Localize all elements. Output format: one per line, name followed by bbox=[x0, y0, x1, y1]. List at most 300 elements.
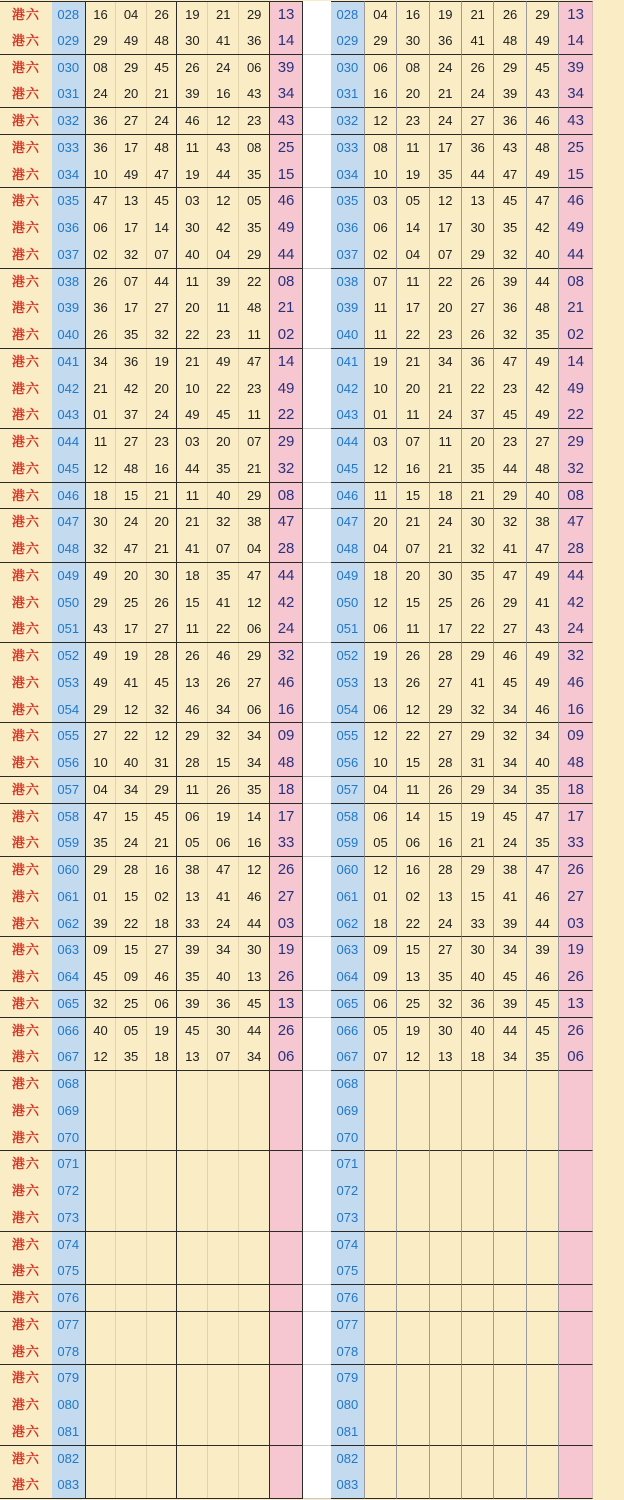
sorted-number: 35 bbox=[526, 322, 558, 349]
sorted-number: 12 bbox=[364, 723, 396, 750]
sorted-number: 15 bbox=[396, 590, 428, 617]
sorted-number: 21 bbox=[396, 509, 428, 536]
special-number-sorted: 22 bbox=[558, 402, 593, 429]
period-cell: 077 bbox=[52, 1312, 85, 1339]
drawn-number bbox=[238, 1098, 269, 1125]
row-label: 港六 bbox=[0, 777, 52, 804]
drawn-group-2 bbox=[176, 1392, 269, 1419]
sorted-number: 23 bbox=[493, 376, 525, 403]
right-margin bbox=[593, 215, 624, 242]
drawn-group-2 bbox=[176, 81, 269, 108]
drawn-number: 09 bbox=[93, 942, 108, 958]
drawn-number bbox=[115, 1071, 146, 1098]
drawn-group-2 bbox=[176, 777, 269, 804]
period-cell: 075 bbox=[52, 1258, 85, 1285]
drawn-group-2 bbox=[176, 269, 269, 296]
sorted-number: 39 bbox=[493, 81, 525, 108]
drawn-number bbox=[86, 1071, 116, 1098]
draw-row bbox=[0, 563, 624, 590]
draw-row bbox=[0, 81, 624, 108]
drawn-number: 28 bbox=[185, 755, 200, 770]
drawn-number bbox=[146, 1339, 177, 1365]
drawn-number: 17 bbox=[115, 616, 146, 642]
special-number: 48 bbox=[269, 750, 303, 777]
sorted-number bbox=[493, 1178, 525, 1205]
drawn-number: 22 bbox=[115, 911, 146, 937]
sorted-number bbox=[364, 1285, 396, 1312]
drawn-group-2 bbox=[176, 1365, 269, 1392]
sorted-number: 49 bbox=[526, 28, 558, 55]
drawn-group-1 bbox=[85, 1071, 177, 1098]
drawn-group-2 bbox=[176, 429, 269, 456]
row-label: 港六 bbox=[0, 28, 52, 55]
sorted-number bbox=[493, 1125, 525, 1152]
period-cell: 033 bbox=[52, 135, 85, 162]
drawn-number: 45 bbox=[146, 55, 177, 82]
draw-row bbox=[0, 242, 624, 269]
special-number bbox=[269, 1472, 303, 1499]
special-number-sorted: 13 bbox=[558, 991, 593, 1018]
sorted-number: 45 bbox=[526, 55, 558, 82]
drawn-number bbox=[207, 1312, 238, 1339]
right-margin bbox=[593, 1151, 624, 1178]
drawn-number: 25 bbox=[115, 991, 146, 1017]
sorted-number bbox=[493, 1285, 525, 1312]
table-gap bbox=[303, 563, 331, 590]
draw-row bbox=[0, 777, 624, 804]
sorted-number: 22 bbox=[429, 269, 461, 296]
right-margin bbox=[593, 349, 624, 376]
sorted-number: 21 bbox=[461, 483, 493, 510]
sorted-number bbox=[493, 1232, 525, 1259]
drawn-number bbox=[115, 1365, 146, 1392]
drawn-number: 13 bbox=[238, 964, 269, 990]
sorted-number: 11 bbox=[429, 429, 461, 456]
drawn-number bbox=[146, 1312, 177, 1339]
row-label: 港六 bbox=[11, 862, 40, 877]
draw-row bbox=[0, 911, 624, 938]
drawn-number: 09 bbox=[115, 964, 146, 990]
special-number-sorted: 17 bbox=[558, 804, 593, 831]
sorted-number: 10 bbox=[364, 750, 396, 777]
draw-row bbox=[0, 643, 624, 670]
right-margin bbox=[593, 376, 624, 403]
period-cell: 051 bbox=[52, 616, 85, 643]
drawn-number bbox=[207, 1419, 238, 1445]
sorted-number: 45 bbox=[493, 402, 525, 429]
sorted-number bbox=[526, 1365, 558, 1392]
drawn-group-2 bbox=[176, 1419, 269, 1446]
special-number-sorted: 15 bbox=[558, 162, 593, 189]
table-gap bbox=[303, 1285, 331, 1312]
drawn-number bbox=[86, 1472, 116, 1498]
drawn-group-2 bbox=[176, 1098, 269, 1125]
drawn-number bbox=[115, 1392, 146, 1419]
special-number bbox=[269, 1125, 303, 1152]
sorted-number: 48 bbox=[526, 456, 558, 483]
sorted-number: 46 bbox=[526, 964, 558, 991]
period-cell-sorted: 050 bbox=[331, 590, 364, 617]
right-margin bbox=[593, 991, 624, 1018]
table-gap bbox=[303, 1044, 331, 1071]
drawn-number bbox=[238, 1205, 269, 1231]
sorted-number: 48 bbox=[526, 295, 558, 322]
special-number-sorted: 32 bbox=[558, 643, 593, 670]
drawn-number: 41 bbox=[207, 884, 238, 911]
drawn-number: 12 bbox=[93, 1049, 108, 1065]
sorted-number bbox=[429, 1178, 461, 1205]
table-gap bbox=[303, 616, 331, 643]
draw-row bbox=[0, 483, 624, 510]
table-gap bbox=[303, 723, 331, 750]
draw-row bbox=[0, 670, 624, 697]
sorted-number: 24 bbox=[429, 911, 461, 938]
row-label: 港六 bbox=[0, 964, 52, 991]
row-label: 港六 bbox=[11, 888, 40, 904]
drawn-number bbox=[177, 1392, 207, 1419]
table-gap bbox=[303, 697, 331, 724]
sorted-number: 41 bbox=[526, 590, 558, 617]
draw-row bbox=[0, 1312, 624, 1339]
draw-row bbox=[0, 1071, 624, 1098]
sorted-number: 23 bbox=[493, 429, 525, 456]
sorted-number: 13 bbox=[429, 884, 461, 911]
sorted-number bbox=[461, 1392, 493, 1419]
table-gap bbox=[303, 1446, 331, 1473]
row-label: 港六 bbox=[0, 1419, 52, 1446]
period-cell-sorted: 073 bbox=[331, 1205, 364, 1232]
period-cell-sorted: 042 bbox=[331, 376, 364, 403]
table-gap bbox=[303, 750, 331, 777]
sorted-number bbox=[461, 1205, 493, 1232]
drawn-number: 39 bbox=[207, 269, 238, 296]
drawn-number: 26 bbox=[93, 327, 108, 342]
drawn-number: 28 bbox=[115, 857, 146, 884]
drawn-number: 19 bbox=[207, 804, 238, 831]
draw-row bbox=[0, 322, 624, 349]
drawn-number: 34 bbox=[238, 723, 269, 750]
special-number-sorted: 26 bbox=[558, 1018, 593, 1045]
sorted-number bbox=[364, 1392, 396, 1419]
drawn-group-1 bbox=[85, 376, 177, 403]
drawn-group-2 bbox=[176, 1071, 269, 1098]
sorted-number: 46 bbox=[526, 108, 558, 135]
drawn-number bbox=[177, 1472, 207, 1498]
period-cell: 037 bbox=[52, 242, 85, 269]
special-number: 44 bbox=[269, 563, 303, 590]
table-gap bbox=[303, 483, 331, 510]
sorted-number: 35 bbox=[526, 777, 558, 804]
period-cell: 029 bbox=[52, 28, 85, 55]
special-number-sorted bbox=[558, 1365, 593, 1392]
drawn-number: 27 bbox=[115, 429, 146, 456]
drawn-group-1 bbox=[85, 81, 177, 108]
period-cell-sorted: 082 bbox=[331, 1446, 364, 1473]
sorted-number: 04 bbox=[364, 777, 396, 804]
drawn-number bbox=[177, 1312, 207, 1339]
period-cell-sorted: 049 bbox=[331, 563, 364, 590]
drawn-number: 14 bbox=[146, 215, 177, 242]
drawn-number bbox=[207, 1285, 238, 1311]
period-cell-sorted: 045 bbox=[331, 456, 364, 483]
period-cell-sorted: 080 bbox=[331, 1392, 364, 1419]
period-cell: 036 bbox=[52, 215, 85, 242]
drawn-number bbox=[146, 1071, 177, 1098]
drawn-number bbox=[177, 1232, 207, 1259]
drawn-number: 12 bbox=[115, 697, 146, 723]
drawn-number: 29 bbox=[238, 242, 269, 268]
sorted-number: 36 bbox=[461, 349, 493, 376]
right-margin bbox=[593, 1285, 624, 1312]
period-cell-sorted: 028 bbox=[331, 1, 364, 28]
drawn-group-1 bbox=[85, 857, 177, 884]
special-number-sorted bbox=[558, 1419, 593, 1446]
special-number-sorted: 34 bbox=[558, 81, 593, 108]
special-number-sorted: 14 bbox=[558, 349, 593, 376]
period-cell: 043 bbox=[52, 402, 85, 429]
drawn-number: 48 bbox=[146, 135, 177, 162]
sorted-number: 28 bbox=[429, 643, 461, 670]
table-gap bbox=[303, 509, 331, 536]
drawn-group-1 bbox=[85, 269, 177, 296]
drawn-number: 22 bbox=[207, 616, 238, 642]
right-margin bbox=[593, 616, 624, 643]
right-margin bbox=[593, 884, 624, 911]
period-cell: 039 bbox=[52, 295, 85, 322]
period-cell: 076 bbox=[52, 1285, 85, 1312]
sorted-number bbox=[526, 1312, 558, 1339]
draw-row bbox=[0, 509, 624, 536]
drawn-number: 27 bbox=[146, 937, 177, 964]
drawn-group-2 bbox=[176, 911, 269, 938]
drawn-number: 11 bbox=[207, 295, 238, 322]
period-cell: 052 bbox=[52, 643, 85, 670]
right-margin bbox=[593, 402, 624, 429]
drawn-number bbox=[86, 1232, 116, 1259]
drawn-number: 14 bbox=[238, 804, 269, 831]
sorted-number bbox=[526, 1392, 558, 1419]
row-label: 港六 bbox=[11, 808, 40, 824]
period-cell-sorted: 032 bbox=[331, 108, 364, 135]
drawn-number: 40 bbox=[207, 964, 238, 990]
special-number-sorted: 47 bbox=[558, 509, 593, 536]
sorted-number bbox=[429, 1365, 461, 1392]
draw-row bbox=[0, 269, 624, 296]
sorted-number: 11 bbox=[364, 295, 396, 322]
sorted-number: 43 bbox=[526, 81, 558, 108]
drawn-number bbox=[207, 1446, 238, 1473]
sorted-number: 42 bbox=[526, 215, 558, 242]
right-margin bbox=[593, 28, 624, 55]
period-cell-sorted: 069 bbox=[331, 1098, 364, 1125]
special-number-sorted bbox=[558, 1098, 593, 1125]
drawn-number bbox=[146, 1258, 177, 1284]
special-number-sorted: 16 bbox=[558, 697, 593, 724]
drawn-group-1 bbox=[85, 590, 177, 617]
drawn-group-1 bbox=[85, 536, 177, 563]
sorted-number: 12 bbox=[429, 188, 461, 215]
sorted-number: 31 bbox=[461, 750, 493, 777]
drawn-number: 30 bbox=[185, 32, 200, 48]
sorted-number: 47 bbox=[493, 162, 525, 189]
row-label: 港六 bbox=[0, 536, 52, 563]
table-gap bbox=[303, 429, 331, 456]
draw-row bbox=[0, 723, 624, 750]
drawn-number: 06 bbox=[207, 830, 238, 856]
sorted-number bbox=[526, 1419, 558, 1446]
sorted-number: 26 bbox=[396, 670, 428, 697]
period-cell-sorted: 047 bbox=[331, 509, 364, 536]
draw-row bbox=[0, 28, 624, 55]
sorted-number: 35 bbox=[526, 830, 558, 857]
sorted-number bbox=[493, 1071, 525, 1098]
sorted-number bbox=[364, 1472, 396, 1499]
sorted-number: 24 bbox=[461, 81, 493, 108]
period-cell: 061 bbox=[52, 884, 85, 911]
period-cell-sorted: 061 bbox=[331, 884, 364, 911]
sorted-number bbox=[526, 1446, 558, 1473]
drawn-number bbox=[86, 1258, 116, 1284]
sorted-number: 04 bbox=[396, 242, 428, 269]
drawn-group-1 bbox=[85, 456, 177, 483]
drawn-number: 06 bbox=[238, 697, 269, 723]
drawn-number: 27 bbox=[115, 108, 146, 134]
row-label: 港六 bbox=[0, 81, 52, 108]
drawn-group-1 bbox=[85, 1365, 177, 1392]
sorted-number: 32 bbox=[461, 697, 493, 724]
draw-row bbox=[0, 804, 624, 831]
right-margin bbox=[593, 1472, 624, 1499]
draw-row bbox=[0, 697, 624, 724]
drawn-number: 16 bbox=[238, 830, 269, 856]
period-cell: 045 bbox=[52, 456, 85, 483]
drawn-number: 30 bbox=[238, 937, 269, 964]
sorted-number: 35 bbox=[461, 563, 493, 590]
drawn-group-2 bbox=[176, 857, 269, 884]
sorted-number: 22 bbox=[461, 616, 493, 643]
sorted-number: 21 bbox=[429, 81, 461, 108]
sorted-number: 33 bbox=[461, 911, 493, 938]
drawn-number bbox=[238, 1232, 269, 1259]
drawn-number: 05 bbox=[185, 835, 200, 851]
sorted-number: 06 bbox=[364, 215, 396, 242]
right-margin bbox=[593, 536, 624, 563]
sorted-number: 32 bbox=[493, 242, 525, 269]
drawn-group-1 bbox=[85, 643, 177, 670]
sorted-number: 35 bbox=[429, 964, 461, 991]
sorted-number: 03 bbox=[364, 429, 396, 456]
sorted-number: 47 bbox=[493, 563, 525, 590]
drawn-number bbox=[207, 1178, 238, 1205]
sorted-number: 24 bbox=[429, 402, 461, 429]
sorted-number: 22 bbox=[396, 723, 428, 750]
sorted-number: 27 bbox=[429, 723, 461, 750]
drawn-number: 21 bbox=[238, 456, 269, 482]
table-gap bbox=[303, 1472, 331, 1499]
special-number: 03 bbox=[269, 911, 303, 938]
special-number-sorted: 44 bbox=[558, 242, 593, 269]
table-gap bbox=[303, 1312, 331, 1339]
row-label: 港六 bbox=[0, 1285, 52, 1312]
drawn-number: 29 bbox=[238, 483, 269, 509]
drawn-number bbox=[146, 1392, 177, 1419]
row-label: 港六 bbox=[0, 402, 52, 429]
sorted-number bbox=[461, 1071, 493, 1098]
special-number-sorted bbox=[558, 1392, 593, 1419]
drawn-group-1 bbox=[85, 215, 177, 242]
drawn-number bbox=[115, 1472, 146, 1498]
sorted-number: 15 bbox=[396, 937, 428, 964]
drawn-number: 27 bbox=[146, 616, 177, 642]
sorted-number: 49 bbox=[526, 162, 558, 189]
special-number-sorted bbox=[558, 1312, 593, 1339]
right-margin bbox=[593, 1446, 624, 1473]
drawn-group-1 bbox=[85, 1392, 177, 1419]
drawn-group-1 bbox=[85, 322, 177, 349]
special-number bbox=[269, 1071, 303, 1098]
drawn-group-2 bbox=[176, 402, 269, 429]
drawn-number: 29 bbox=[93, 594, 108, 610]
sorted-number: 19 bbox=[364, 643, 396, 670]
drawn-number bbox=[115, 1446, 146, 1473]
sorted-number: 38 bbox=[493, 857, 525, 884]
row-label: 港六 bbox=[11, 1370, 40, 1386]
right-margin bbox=[593, 750, 624, 777]
drawn-number: 06 bbox=[185, 808, 200, 824]
drawn-number: 17 bbox=[115, 295, 146, 322]
drawn-number: 15 bbox=[185, 594, 200, 610]
sorted-number: 17 bbox=[429, 135, 461, 162]
period-cell: 082 bbox=[52, 1446, 85, 1473]
sorted-number: 36 bbox=[461, 135, 493, 162]
table-gap bbox=[303, 857, 331, 884]
sorted-number: 27 bbox=[461, 108, 493, 135]
draw-row bbox=[0, 1472, 624, 1499]
special-number-sorted bbox=[558, 1339, 593, 1366]
drawn-number: 46 bbox=[185, 113, 200, 128]
sorted-number: 26 bbox=[461, 269, 493, 296]
drawn-number bbox=[146, 1365, 177, 1392]
sorted-number: 26 bbox=[461, 322, 493, 349]
period-cell-sorted: 058 bbox=[331, 804, 364, 831]
drawn-group-1 bbox=[85, 804, 177, 831]
drawn-number: 05 bbox=[238, 188, 269, 215]
sorted-number: 12 bbox=[396, 697, 428, 724]
draw-row bbox=[0, 402, 624, 429]
special-number-sorted: 43 bbox=[558, 108, 593, 135]
period-cell-sorted: 029 bbox=[331, 28, 364, 55]
drawn-number: 12 bbox=[238, 857, 269, 884]
drawn-number: 27 bbox=[238, 670, 269, 697]
sorted-number: 39 bbox=[493, 269, 525, 296]
drawn-number: 32 bbox=[207, 509, 238, 536]
period-cell: 049 bbox=[52, 563, 85, 590]
sorted-number bbox=[493, 1258, 525, 1285]
table-gap bbox=[303, 135, 331, 162]
draw-row bbox=[0, 429, 624, 456]
table-gap bbox=[303, 1098, 331, 1125]
drawn-number: 36 bbox=[93, 139, 108, 155]
drawn-group-2 bbox=[176, 536, 269, 563]
drawn-number: 28 bbox=[146, 643, 177, 670]
right-margin bbox=[593, 911, 624, 938]
draw-row bbox=[0, 349, 624, 376]
row-label: 港六 bbox=[0, 162, 52, 189]
table-gap bbox=[303, 28, 331, 55]
draw-row bbox=[0, 295, 624, 322]
special-number: 44 bbox=[269, 242, 303, 269]
drawn-number: 37 bbox=[115, 402, 146, 428]
